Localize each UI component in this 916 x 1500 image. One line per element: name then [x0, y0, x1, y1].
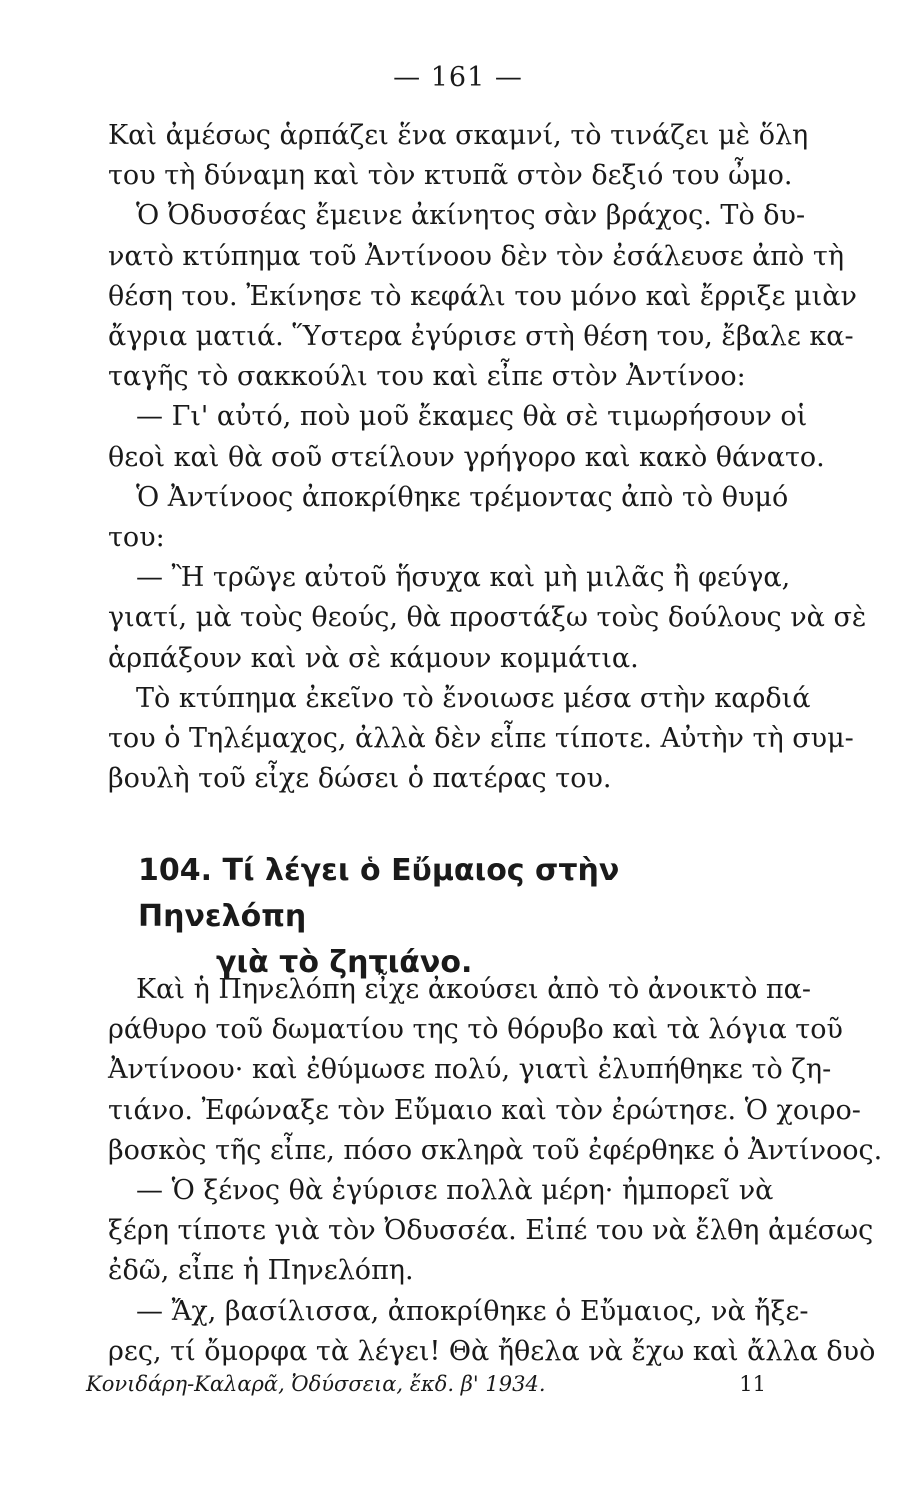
text-line: του:: [108, 522, 165, 554]
text-line: ταγῆς τὸ σακκούλι του καὶ εἶπε στὸν Ἀντίνοο:: [108, 361, 746, 393]
publication-credit: Κονιδάρη-Καλαρᾶ, Ὀδύσσεια, ἔκδ. β' 1934.: [86, 1372, 546, 1396]
text-line: — Ἢ τρῶγε αὐτοῦ ἥσυχα καὶ μὴ μιλᾶς ἢ φεύγα,: [136, 562, 791, 594]
text-line: Καὶ ἀμέσως ἁρπάζει ἕνα σκαμνί, τὸ τινάζει μὲ ὅλη: [108, 120, 809, 151]
chapter-heading: [138, 848, 778, 986]
text-line: θέση του. Ἐκίνησε τὸ κεφάλι του μόνο καὶ ἔρριξε μιὰν: [108, 280, 857, 312]
text-line: ἄγρια ματιά. Ὕστερα ἐγύρισε στὴ θέση του, ἔβαλε κα-: [108, 321, 854, 353]
text-line: Καὶ ἡ Πηνελόπη εἶχε ἀκούσει ἀπὸ τὸ ἀνοικτὸ πα-: [136, 974, 812, 1005]
text-line: Ὁ Ἀντίνοος ἀποκρίθηκε τρέμοντας ἀπὸ τὸ θυμό: [136, 481, 789, 513]
text-line: ἐδῶ, εἶπε ἡ Πηνελόπη.: [108, 1255, 414, 1287]
signature-mark: 11: [739, 1372, 766, 1396]
chapter-heading-line-2: γιὰ τὸ ζητιάνο.: [216, 945, 473, 980]
text-line: Ἀντίνοου· καὶ ἐθύμωσε πολύ, γιατὶ ἐλυπήθηκε τὸ ζη-: [108, 1054, 832, 1086]
text-line: Τὸ κτύπημα ἐκεῖνο τὸ ἔνοιωσε μέσα στὴν καρδιά: [136, 682, 811, 714]
text-block-1: [108, 116, 867, 799]
text-line: — Γι' αὐτό, ποὺ μοῦ ἔκαμες θὰ σὲ τιμωρήσουν οἱ: [136, 401, 808, 433]
page-number: — 161 —: [393, 62, 523, 93]
text-line: θεοὶ καὶ θὰ σοῦ στείλουν γρήγορο καὶ κακὸ θάνατο.: [108, 441, 825, 473]
text-line: του ὁ Τηλέμαχος, ἀλλὰ δὲν εἶπε τίποτε. Αὐτὴν τὴ συμ-: [108, 723, 854, 755]
chapter-heading-line-1: 104. Τί λέγει ὁ Εὔμαιος στὴν Πηνελόπη: [138, 853, 620, 934]
text-line: βουλὴ τοῦ εἶχε δώσει ὁ πατέρας του.: [108, 763, 612, 795]
text-line: Ὁ Ὀδυσσέας ἔμεινε ἀκίνητος σὰν βράχος. Τὸ δυ-: [136, 200, 806, 232]
text-block-2: [108, 970, 883, 1372]
text-line: ἁρπάξουν καὶ νὰ σὲ κάμουν κομμάτια.: [108, 642, 639, 674]
text-line: — Ὁ ξένος θὰ ἐγύρισε πολλὰ μέρη· ἠμπορεῖ νὰ: [136, 1175, 774, 1207]
text-line: νατὸ κτύπημα τοῦ Ἀντίνοου δὲν τὸν ἐσάλευσε ἀπὸ τὴ: [108, 240, 845, 272]
text-line: ξέρη τίποτε γιὰ τὸν Ὀδυσσέα. Εἰπέ του νὰ ἔλθη ἀμέσως: [108, 1215, 874, 1247]
text-line: τιάνο. Ἐφώναξε τὸν Εὔμαιο καὶ τὸν ἐρώτησε. Ὁ χοιρο-: [108, 1094, 861, 1126]
text-line: ράθυρο τοῦ δωματίου της τὸ θόρυβο καὶ τὰ λόγια τοῦ: [108, 1014, 843, 1046]
text-line: γιατί, μὰ τοὺς θεούς, θὰ προστάξω τοὺς δούλους νὰ σὲ: [108, 602, 867, 634]
text-line: του τὴ δύναμη καὶ τὸν κτυπᾶ στὸν δεξιό του ὦμο.: [108, 160, 793, 192]
text-line: — Ἄχ, βασίλισσα, ἀποκρίθηκε ὁ Εὔμαιος, νὰ ἤξε-: [136, 1295, 809, 1327]
text-line: ρες, τί ὄμορφα τὰ λέγει! Θὰ ἤθελα νὰ ἔχω καὶ ἄλλα δυὸ: [108, 1335, 876, 1367]
page-footer: [86, 1372, 766, 1396]
text-line: βοσκὸς τῆς εἶπε, πόσο σκληρὰ τοῦ ἐφέρθηκε ὁ Ἀντίνοος.: [108, 1134, 883, 1166]
